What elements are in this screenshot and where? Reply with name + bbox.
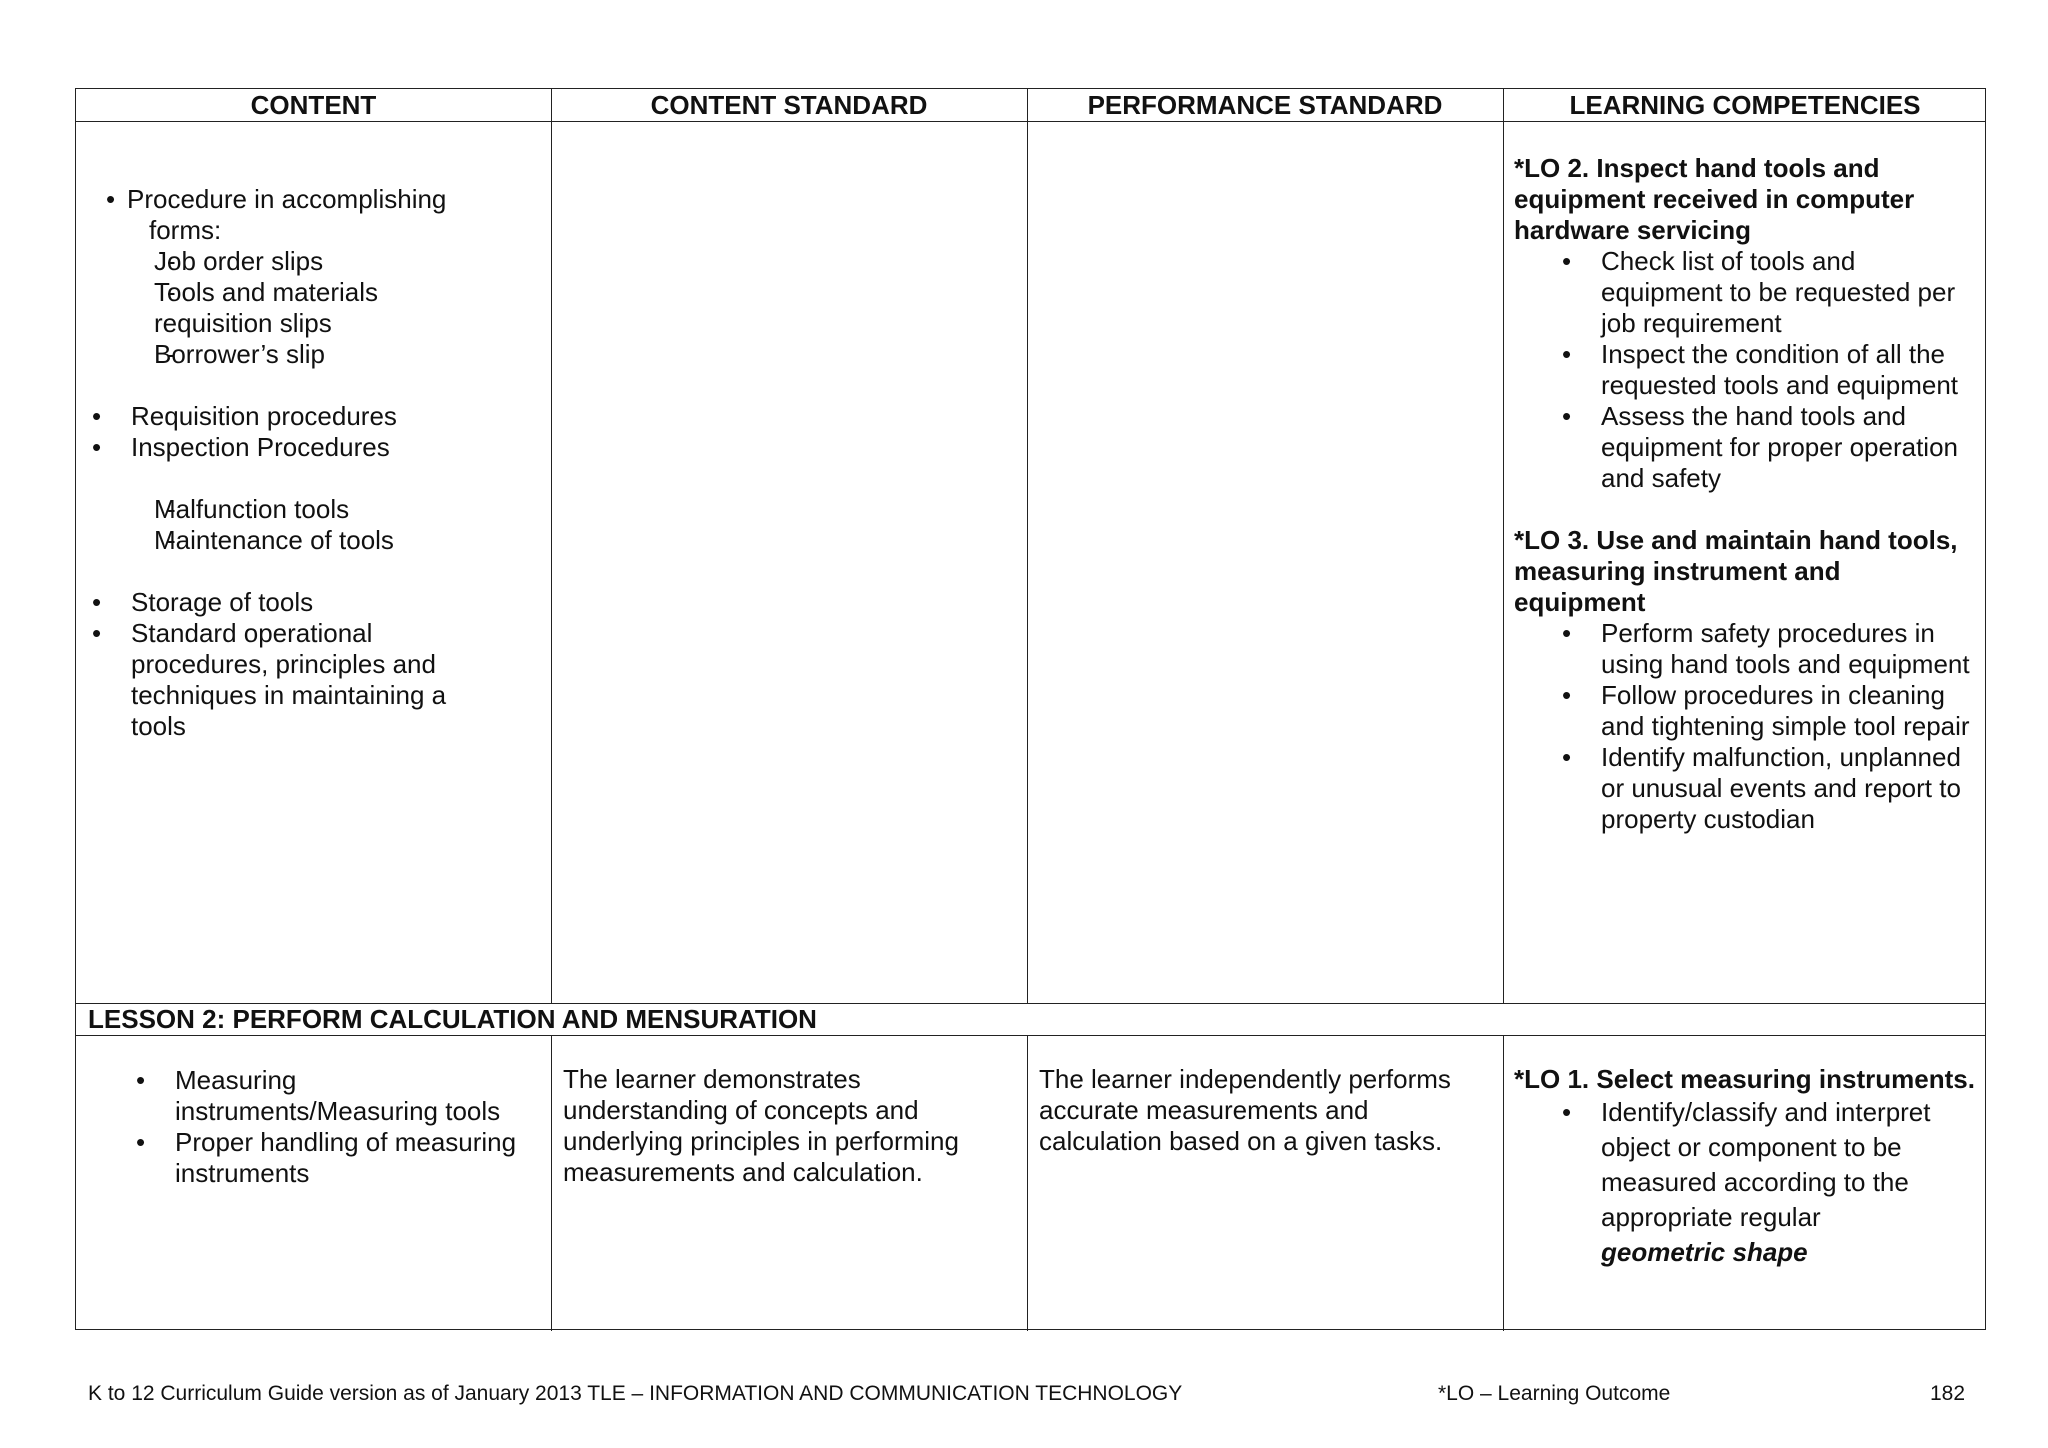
column-divider: [551, 89, 552, 1003]
emphasis-text: geometric shape: [1601, 1237, 1808, 1267]
column-divider: [1503, 89, 1504, 1003]
row2-performance-standard: The learner independently performs accurate measurements and calculation based on a given tasks.: [1039, 1064, 1451, 1156]
content-bullet-forms: • Procedure in accomplishing forms:: [106, 184, 447, 245]
column-divider: [1027, 89, 1028, 1003]
lo2-list: [1514, 246, 1976, 494]
header-content: CONTENT: [250, 90, 377, 120]
row1-content: [106, 184, 541, 742]
list-item: • Assess the hand tools and equipment for proper operation and safety: [1558, 401, 1976, 494]
header-performance-standard: PERFORMANCE STANDARD: [1087, 90, 1443, 120]
list-item: - Tools and materials: [89, 277, 541, 308]
list-item: - Job order slips: [89, 246, 541, 277]
list-item: • Requisition procedures: [88, 401, 541, 432]
lo3-title: *LO 3. Use and maintain hand tools, measuring instrument and equipment: [1514, 525, 1958, 617]
list-item: • Storage of tools: [88, 587, 488, 618]
list-item: requisition slips: [154, 308, 332, 338]
page-number: 182: [1930, 1382, 1966, 1405]
list-item: • Identify malfunction, unplanned or unusual events and report to property custodian: [1558, 742, 1976, 835]
list-item: - Malfunction tools: [89, 494, 541, 525]
list-item: • Follow procedures in cleaning and tightening simple tool repair: [1558, 680, 1976, 742]
lo1-list: [1514, 1095, 1976, 1270]
lo1-title: *LO 1. Select measuring instruments.: [1514, 1064, 1975, 1094]
forms-sublist: [89, 246, 541, 370]
inspection-sublist: [89, 494, 541, 556]
list-item: • Identify/classify and interpret object or component to be measured according to the appropriate regular geometric shape: [1558, 1095, 1976, 1270]
list-item: • Inspection Procedures: [88, 432, 541, 463]
row-divider: [76, 1035, 1985, 1036]
row2-content: [88, 1065, 543, 1189]
list-item: • Standard operational procedures, principles and techniques in maintaining a tools: [88, 618, 488, 742]
list-item: • Measuring instruments/Measuring tools: [132, 1065, 543, 1127]
lo3-list: [1514, 618, 1976, 835]
list-item: • Proper handling of measuring instruments: [132, 1127, 543, 1189]
storage-list: [76, 587, 488, 742]
list-item: • Perform safety procedures in using hand tools and equipment: [1558, 618, 1976, 680]
list-item: - Maintenance of tools: [89, 525, 541, 556]
header-learning-competencies: LEARNING COMPETENCIES: [1569, 90, 1921, 120]
row2-competencies: [1514, 1064, 1976, 1270]
column-divider: [1503, 1035, 1504, 1331]
list-item: - Borrower’s slip: [89, 339, 541, 370]
row-divider: [76, 121, 1985, 122]
column-divider: [1027, 1035, 1028, 1331]
list-item: • Check list of tools and equipment to be requested per job requirement: [1558, 246, 1976, 339]
lesson-title: LESSON 2: PERFORM CALCULATION AND MENSURATION: [88, 1004, 817, 1034]
row2-content-standard: The learner demonstrates understanding of concepts and underlying principles in performing measurements and calculation.: [563, 1064, 959, 1187]
list-item: • Inspect the condition of all the requested tools and equipment: [1558, 339, 1976, 401]
lo2-title: *LO 2. Inspect hand tools and equipment received in computer hardware servicing: [1514, 153, 1915, 245]
curriculum-table: [75, 88, 1986, 1330]
procedures-list: [76, 401, 541, 463]
measuring-list: [88, 1065, 543, 1189]
row1-competencies: [1514, 153, 1976, 835]
column-divider: [551, 1035, 552, 1331]
header-content-standard: CONTENT STANDARD: [650, 90, 928, 120]
footer-document-title: K to 12 Curriculum Guide version as of January 2013 TLE – INFORMATION AND COMMUNICATION TECHNOLOGY: [88, 1382, 1183, 1405]
footer-legend: *LO – Learning Outcome: [1438, 1382, 1671, 1405]
